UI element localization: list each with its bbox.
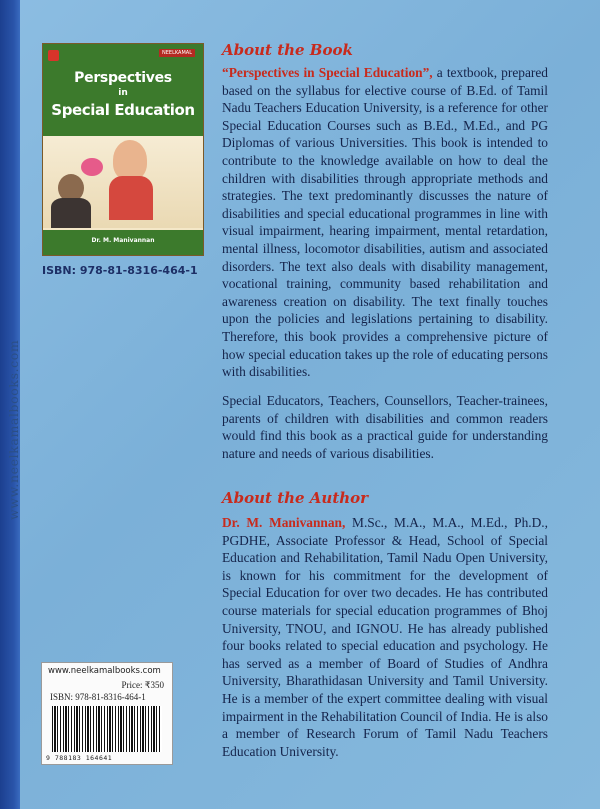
label-website: www.neelkamalbooks.com — [48, 666, 161, 676]
publisher-logo-icon — [48, 50, 59, 61]
price-barcode-label — [41, 662, 173, 765]
cover-thumbnail — [42, 43, 204, 256]
heart-icon — [81, 158, 103, 176]
cover-title-line1: Perspectives — [74, 70, 172, 86]
child-figure-icon — [113, 140, 147, 180]
barcode-digits: 9 788183 164641 — [46, 754, 113, 762]
cover-title-line2: in — [118, 88, 128, 98]
cover-photo — [43, 136, 203, 228]
side-website-url: www.neelkamalbooks.com — [6, 339, 21, 520]
barcode-icon — [52, 706, 162, 752]
about-book-paragraph-1-text: a textbook, prepared based on the syllabus for elective course of B.Ed. of Tamil Nadu Teachers Education University, is a reference for other Special Education Courses such as B.Ed., M.Ed., and PG Diplomas of various Universities. This book is intended to contribute to the knowledge available on how to deal the children with disabilities through appropriate methods and strategies. The text predominantly discusses the nature of disabilities and special educational programmes in line with visual impairment, hearing impairment, mental retardation, mental illness, locomotor disabilities, autism and associated disorders. The text also deals with disability management, vocational training, community based rehabilitation and awareness creation on disability. The text finally touches upon the policies and legislations pertaining to disability. Therefore, this book provides a comprehensive picture of how special education takes up the role of educating persons with disabilities. — [222, 65, 549, 380]
cover-author-band — [43, 230, 203, 256]
cover-author-name: Dr. M. Manivannan — [91, 237, 155, 244]
about-author-heading: About the Author — [222, 489, 369, 507]
about-book-paragraph-1 — [222, 64, 548, 381]
label-price: Price: ₹350 — [121, 680, 164, 690]
cover-publisher-name: NEELKAMAL — [159, 49, 195, 57]
child-figure-body-icon — [109, 176, 153, 220]
about-author-paragraph — [222, 514, 548, 760]
cover-title-line3: Special Education — [51, 101, 195, 119]
book-title-highlight: “Perspectives in Special Education”, — [222, 65, 433, 80]
label-isbn: ISBN: 978-81-8316-464-1 — [50, 692, 146, 702]
about-book-heading: About the Book — [222, 41, 353, 59]
about-book-paragraph-2: Special Educators, Teachers, Counsellors, Teacher-trainees, parents of children with disabilities and common readers would find this book as a practical guide for understanding nature and needs of various disabilities. — [222, 393, 548, 461]
child-figure-body-icon — [51, 198, 91, 228]
isbn-number: ISBN: 978-81-8316-464-1 — [42, 264, 198, 277]
author-name-highlight: Dr. M. Manivannan, — [222, 515, 346, 530]
about-author-paragraph-text: M.Sc., M.A., M.A., M.Ed., Ph.D., PGDHE, Associate Professor & Head, School of Special Education and Rehabilitation, Tamil Nadu Open University, is known for his commitment for the development of Special Education for over two decades. He has contributed course materials for special education programmes of Bhoj University, TNOU, and IGNOU. He has already published four books related to special education and psychology. He has served as a member of Board of Studies of Andhra University, Bharathidasan University and Tamil University. He is a member of the expert committee dealing with visual impairment in the Rehabilitation Council of India. He is also a member of Research Forum of Tamil Nadu Teachers Education University. — [222, 515, 548, 759]
